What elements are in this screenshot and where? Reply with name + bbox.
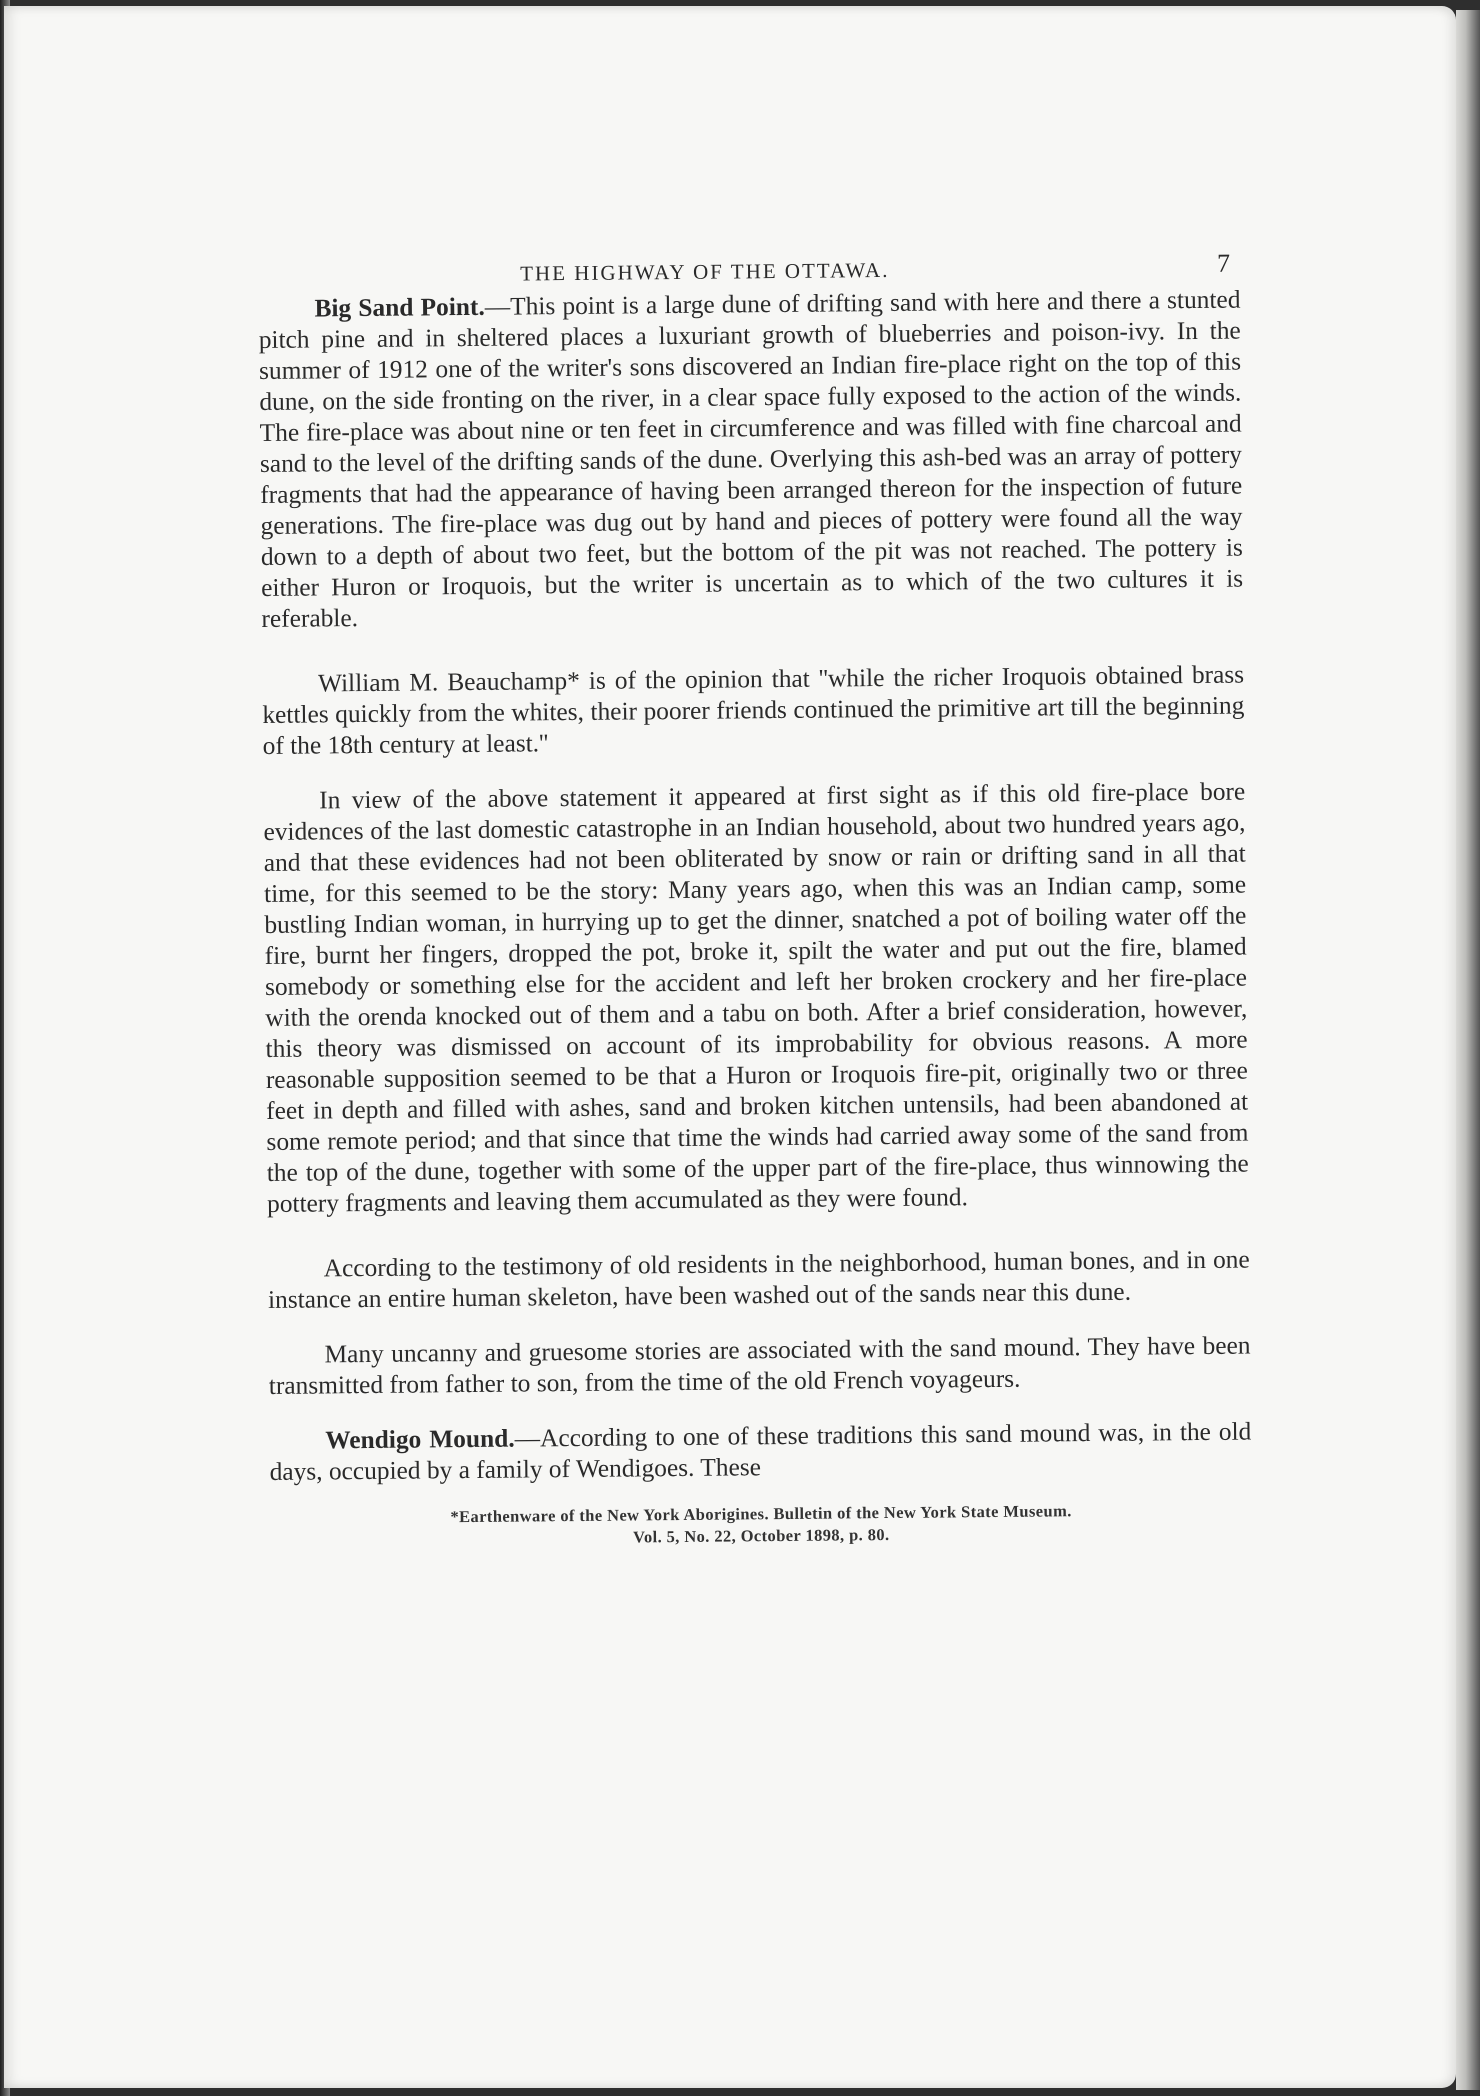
paragraph-text: —This point is a large dune of drifting sand with here and there a stunted pitch pine and in sheltered places a luxuriant growth of blueberries and poison-ivy. In the summer of 1912 one of the writer's sons discovered an Indian fire-place right on the top of this dune, on the side fronting on the river, in a clear space fully exposed to the action of the winds. The fire-place was about nine or ten feet in circumference and was filled with fine charcoal and sand to the level of the drifting sands of the dune. Overlying this ash-bed was an array of pottery fragments that had the appearance of having been arranged thereon for the inspection of future generations. The fire-place was dug out by hand and pieces of pottery were found all the way down to a depth of about two feet, but the bottom of the pit was not reached. The pottery is either Huron or Iroquois, but the writer is uncertain as to which of the two cultures it is referable. <box>258 285 1244 633</box>
footnote-line-1: *Earthenware of the New York Aborigines. Bulletin of the New York State Museum. <box>450 1501 1072 1527</box>
paragraph-stories: Many uncanny and gruesome stories are associated with the sand mound. They have been transmitted from father to son, from the time of the old French voyageurs. <box>268 1331 1251 1400</box>
paragraph-fire-place-theory: In view of the above statement it appeared at first sight as if this old fire-place bore evidences of the last domestic catastrophe in an Indian household, about two hundred years ago, and that these evidences had not been obliterated by snow or rain or drifting sand in all that time, for this seemed to be the story: Many years ago, when this was an Indian camp, some bustling Indian woman, in hurrying up to get the dinner, snatched a pot of boiling water off the fire, burnt her fingers, dropped the pot, broke it, spilt the water and put out the fire, blamed somebody or something else for the accident and left her broken crockery and her fire-place with the orenda knocked out of them and a tabu on both. After a brief consideration, however, this theory was dismissed on account of its improbability for obvious reasons. A more reasonable supposition seemed to be that a Huron or Iroquois fire-pit, originally two or three feet in depth and filled with ashes, sand and broken kitchen untensils, had been abandoned at some remote period; and that since that time the winds had carried away some of the sand from the top of the dune, together with some of the upper part of the fire-place, thus winnowing the pottery fragments and leaving them accumulated as they were found. <box>263 777 1249 1218</box>
paragraph-big-sand-point <box>258 285 1243 635</box>
section-heading-big-sand-point: Big Sand Point. <box>314 292 485 323</box>
footnote <box>270 1499 1252 1552</box>
section-heading-wendigo-mound: Wendigo Mound. <box>325 1424 515 1455</box>
paragraph-beauchamp: William M. Beauchamp* is of the opinion that ''while the richer Iroquois obtained brass kettles quickly from the whites, their poorer friends continued the primitive art till the beginning of the 18th century at least.'' <box>262 660 1245 760</box>
paragraph-wendigo-mound <box>269 1417 1252 1488</box>
page-edge <box>1456 10 1480 2090</box>
footnote-line-2: Vol. 5, No. 22, October 1898, p. 80. <box>632 1524 890 1547</box>
paragraph-text: —According to one of these traditions this sand mound was, in the old days, occupied by a family of Wendigoes. These <box>269 1417 1252 1486</box>
text-block <box>258 249 1252 1552</box>
page-number: 7 <box>1216 248 1231 278</box>
paragraph-testimony: According to the testimony of old residents in the neighborhood, human bones, and in one instance an entire human skeleton, have been washed out of the sands near this dune. <box>267 1245 1250 1314</box>
running-head-title: THE HIGHWAY OF THE OTTAWA. <box>520 257 890 286</box>
